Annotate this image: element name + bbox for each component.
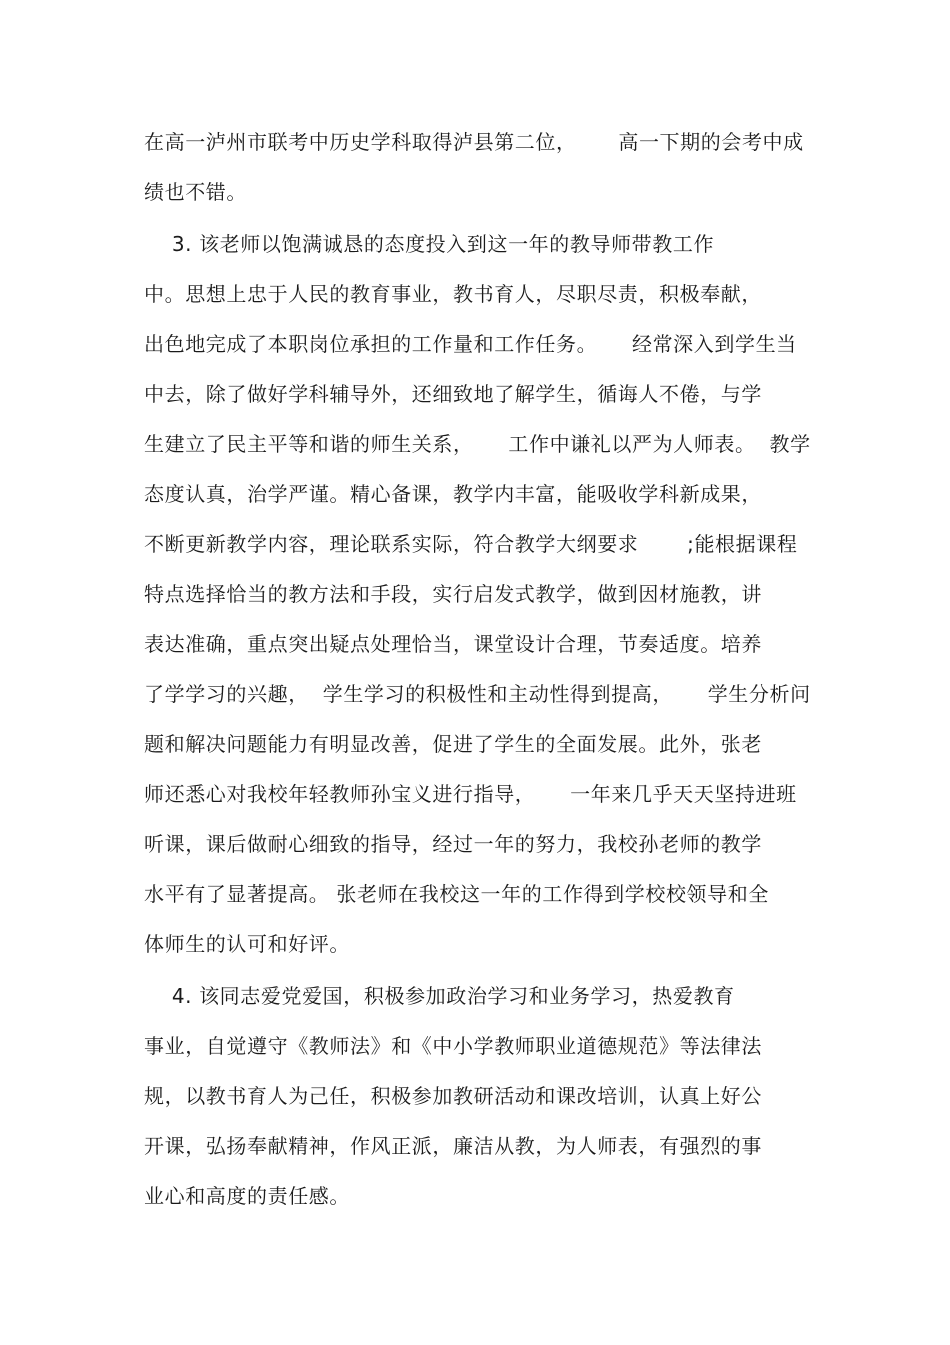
- text-line: 不断更新教学内容，理论联系实际，符合教学大纲要求 ;能根据课程: [144, 532, 798, 556]
- text-line: 生建立了民主平等和谐的师生关系， 工作中谦礼以严为人师表。 教学: [144, 432, 811, 456]
- text-line: 水平有了显著提高。 张老师在我校这一年的工作得到学校校领导和全: [144, 882, 769, 906]
- text-line: 师还悉心对我校年轻教师孙宝义进行指导， 一年来几乎天天坚持进班: [144, 782, 797, 806]
- text-line: 绩也不错。: [144, 180, 247, 204]
- text-line: 事业，自觉遵守《教师法》和《中小学教师职业道德规范》等法律法: [144, 1034, 762, 1058]
- text-line: 出色地完成了本职岗位承担的工作量和工作任务。 经常深入到学生当: [144, 332, 797, 356]
- text-line: 3. 该老师以饱满诚恳的态度投入到这一年的教导师带教工作: [144, 232, 715, 256]
- text-line: 在高一泸州市联考中历史学科取得泸县第二位， 高一下期的会考中成: [144, 130, 804, 154]
- text-line: 业心和高度的责任感。: [144, 1184, 350, 1208]
- text-line: 规，以教书育人为己任，积极参加教研活动和课改培训，认真上好公: [144, 1084, 762, 1108]
- text-line: 特点选择恰当的教方法和手段，实行启发式教学，做到因材施教，讲: [144, 582, 762, 606]
- text-line: 态度认真，治学严谨。精心备课，教学内丰富，能吸收学科新成果，: [144, 482, 762, 506]
- text-line: 体师生的认可和好评。: [144, 932, 350, 956]
- text-line: 4. 该同志爱党爱国，积极参加政治学习和业务学习，热爱教育: [144, 984, 735, 1008]
- text-line: 开课，弘扬奉献精神，作风正派，廉洁从教，为人师表，有强烈的事: [144, 1134, 762, 1158]
- text-line: 中。思想上忠于人民的教育事业，教书育人，尽职尽责，积极奉献，: [144, 282, 762, 306]
- text-line: 题和解决问题能力有明显改善，促进了学生的全面发展。此外，张老: [144, 732, 762, 756]
- text-line: 中去，除了做好学科辅导外，还细致地了解学生，循诲人不倦，与学: [144, 382, 762, 406]
- text-line: 表达准确，重点突出疑点处理恰当，课堂设计合理，节奏适度。培养: [144, 632, 762, 656]
- text-line: 听课，课后做耐心细致的指导，经过一年的努力，我校孙老师的教学: [144, 832, 762, 856]
- text-line: 了学学习的兴趣， 学生学习的积极性和主动性得到提高， 学生分析问: [144, 682, 811, 706]
